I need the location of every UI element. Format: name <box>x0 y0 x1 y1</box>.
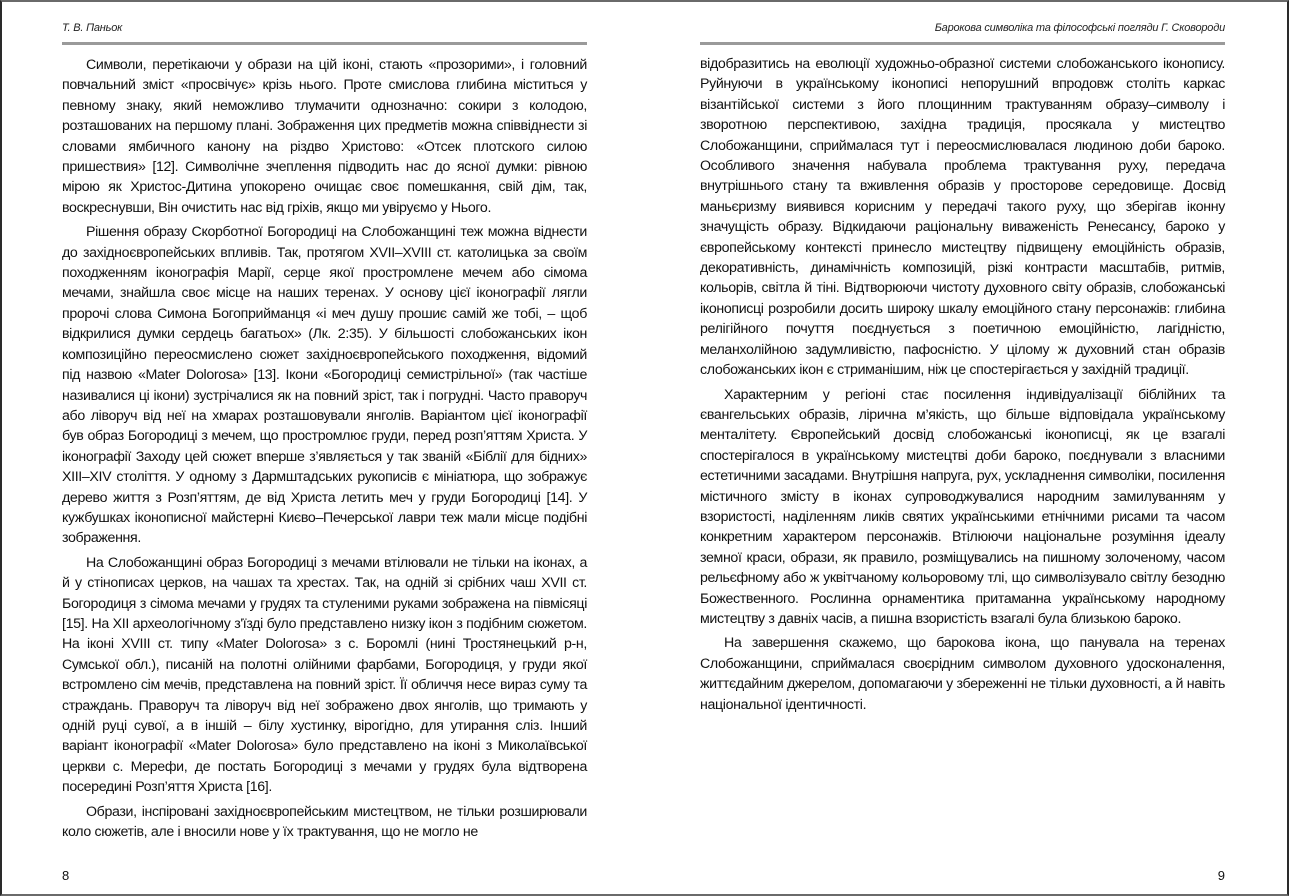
paragraph: Характерним у регіоні стає посилення індивідуалізації біблійних та євангельських образів, лірична м’якість, що більше відповідала українському менталітету. Європейський досвід слобожанські іконописці, як це взагалі спостерігалося в українському мистецтві доби бароко, поєднували з власними естетичними засадами. Внутрішня напруга, рух, ускладнення символіки, посилення містичного змісту в іконах супроводжувалися народним замилуванням у взористості, наділенням ликів святих українськими етнічними рисами та часом конкретним характером персонажів. Втілюючи національне розуміння ідеалу земної краси, образи, як правило, розміщувались на пишному золоченому, часом рельєфному або ж уквітчаному кольоровому тлі, що символізувало світлу безодню Божественного. Рослинна орнаментика притаманна українському народному мистецтву з давніх часів, а пишна взористість взагалі була близькою бароко. <box>700 386 1225 627</box>
paragraph: Рішення образу Скорботної Богородиці на Слобожанщині теж можна віднести до західноєвропейських впливів. Так, протягом XVII–XVIII ст. католицька за своїм походженням іконографія Марії, серце якої простромлене мечем або сімома мечами, знайшла своє місце на наших теренах. У основу цієї іконографії лягли пророчі слова Симона Богоприйманця «і меч душу прошиє самій же тобі, – щоб відкрилися думки сердець багатьох» (Лк. 2:35). У більшості слобожанських ікон композиційно переосмислено сюжет західноєвропейського походження, відомий під назвою «Mater Dolorosa» [13]. Ікони «Богородиці семистрільної» (так частіше називалися ці ікони) зустрічалися як на повний зріст, так і погрудні. Часто праворуч або ліворуч від неї на хмарах розташовували янголів. Варіантом цієї іконографії був образ Богородиці з мечем, що простромлює груди, перед розп’яттям Христа. У іконографії Заходу цей сюжет вперше з’являється у так званій «Біблії для бідних» XIII–XIV століття. У одному з Дармштадських рукописів є мініатюра, що зображує дерево життя з Розп’яттям, де від Христа летить меч у груди Богородиці [14]. У кужбушках іконописної майстерні Києво–Печерської лаври теж мали місце подібні зображення. <box>62 224 587 547</box>
header-rule <box>62 42 587 45</box>
paragraph: Символи, перетікаючи у образи на цій іконі, стають «прозорими», і головний повчальний зміст «просвічує» крізь нього. Проте смислова глибина міститься у певному знаку, який неможливо тлумачити однозначно: сокири з колодою, розташованих на першому плані. Зображення цих предметів можна співвіднести зі словами ямбичного канону на різдво Христово: «Отсек плотского силою пришествия» [12]. Символічне зчеплення підводить нас до ясної думки: рівною мірою як Христос-Дитина упокорено очищає своє помешкання, свій дім, так, воскреснувши, Він очистить нас від гріхів, якщо ми увіруємо у Нього. <box>62 57 587 216</box>
right-page <box>700 2 1225 894</box>
paragraph: На Слобожанщині образ Богородиці з мечами втілювали не тільки на іконах, а й у стінописах церков, на чашах та хрестах. Так, на одній зі срібних чаш XVII ст. Богородиця з сімома мечами у грудях та стуленими руками зображена на півмісяці [15]. На XII археологічному з'їзді було представлено низку ікон з подібним сюжетом. На іконі XVIII ст. типу «Mater Dolorosa» з с. Боромлі (нині Тростянецький р-н, Сумської обл.), писаній на полотні олійними фарбами, Богородиця, у груди якої встромлено сім мечів, представлена на повний зріст. Її обличчя несе вираз суму та страждань. Праворуч та ліворуч від неї зображено двох янголів, що тримають у одній руці сувої, а в іншій – білу хустинку, вірогідно, для утирання сліз. Інший варіант іконографії «Mater Dolorosa» було представлено на іконі з Миколаївської церкви с. Мерефи, де постать Богородиці з мечами у грудях була відтворена посередині Розп’яття Христа [16]. <box>62 554 587 796</box>
header-rule <box>700 42 1225 45</box>
running-head-author: Т. В. Паньок <box>62 22 123 34</box>
page-number: 9 <box>1217 868 1225 883</box>
paragraph-continued: відобразитись на еволюції художньо-образної системи слобожанського іконопису. Руйнуючи в українському іконописі непорушний впродовж століть каркас візантійської системи з його площинним трактуванням образу–символу і зворотною перспективою, західна традиція, просякала у мистецтво Слобожанщини, сприймалася тут і переосмислювалася людиною доби бароко. Особливого значення набувала проблема трактування руху, передача внутрішнього стану та вживлення образів у просторове середовище. Досвід маньєризму виявився корисним у передачі такого руху, що зберігав іконну значущість образу. Відкидаючи раціональну виваженість Ренесансу, бароко у європейському контексті принесло мистецтву підвищену емоційність образів, декоративність, динамічність композицій, різкі контрасти масштабів, ритмів, кольорів, світла й тіні. Відтворюючи чистоту духовного світу образів, слобожанські іконописці розробили досить широку шкалу емоційного стану персонажів: глибина релігійного почуття поєднується з поетичною емоційністю, лагідністю, меланхолійною задумливістю, пафосністю. У цілому ж духовний стан образів слобожанських ікон є стриманішим, ніж це спостерігається у західній традиції. <box>700 56 1225 379</box>
paragraph: На завершення скажемо, що барокова ікона, що панувала на теренах Слобожанщини, сприймалася своєрідним символом духовного удосконалення, життєдайним джерелом, допомагаючи у збереженні не тільки духовності, а й навіть національної ідентичності. <box>700 635 1225 713</box>
page-body <box>700 54 1225 719</box>
paragraph: Образи, інспіровані західноєвропейським мистецтвом, не тільки розширювали коло сюжетів, але і вносили нове у їх трактування, що не могло не <box>62 803 587 841</box>
running-head-title: Барокова символіка та філософські погляди Г. Сковороди <box>934 22 1225 34</box>
page-body <box>62 55 587 846</box>
page-number: 8 <box>62 868 70 883</box>
left-page <box>62 2 587 894</box>
